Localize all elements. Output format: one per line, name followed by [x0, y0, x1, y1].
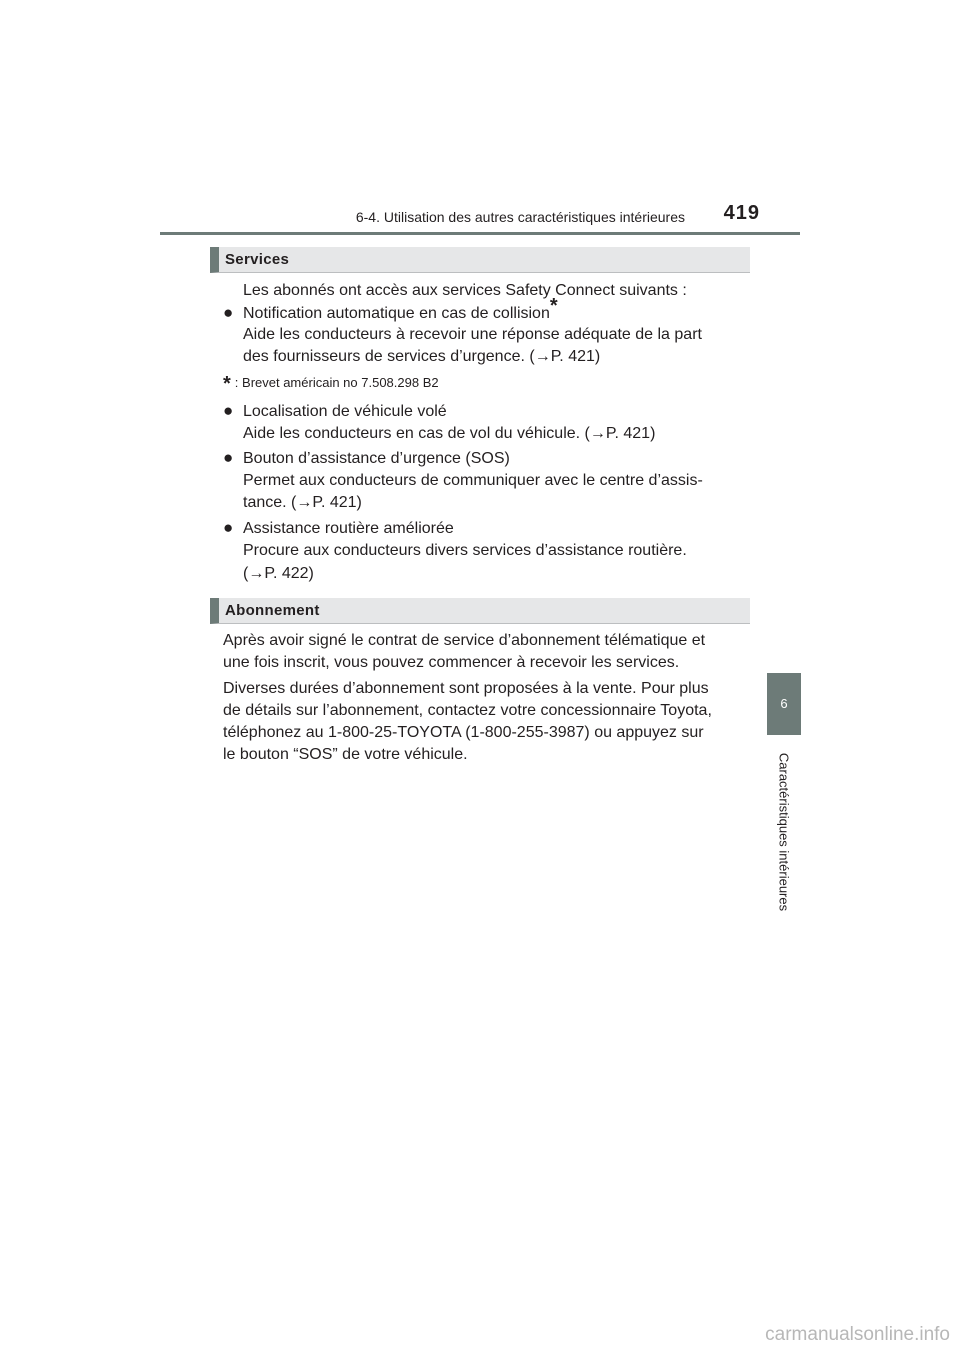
- footnote-marker: *: [549, 295, 558, 317]
- list-item-desc: Aide les conducteurs à recevoir une réponse adéquate de la part: [243, 326, 702, 343]
- list-item: [223, 447, 510, 470]
- section-heading-abonnement: Abonnement: [210, 598, 750, 624]
- list-item: [223, 400, 447, 423]
- page-header: [160, 200, 800, 236]
- bullet-icon: ●: [223, 303, 234, 322]
- list-item-desc: des fournisseurs de services d’urgence. (→P. 421): [243, 348, 601, 365]
- list-item-desc: Procure aux conducteurs divers services d’assistance routière.: [243, 542, 687, 559]
- abonnement-paragraph-line: une fois inscrit, vous pouvez commencer à recevoir les services.: [223, 654, 680, 671]
- footnote-marker: *: [223, 373, 231, 395]
- section-heading-services: Services: [210, 247, 750, 273]
- list-item-desc: tance. (→P. 421): [243, 494, 362, 511]
- abonnement-paragraph-line: Après avoir signé le contrat de service d’abonnement télématique et: [223, 632, 706, 649]
- abonnement-paragraph-line: téléphonez au 1-800-25-TOYOTA (1-800-255-3987) ou appuyez sur: [223, 724, 704, 741]
- abonnement-paragraph-line: Diverses durées d’abonnement sont proposées à la vente. Pour plus: [223, 680, 709, 697]
- chapter-side-label: Caractéristiques intérieures: [776, 752, 792, 912]
- list-item-title: Bouton d’assistance d’urgence (SOS): [243, 450, 510, 467]
- list-item-title: Assistance routière améliorée: [243, 520, 454, 537]
- list-item-desc: Aide les conducteurs en cas de vol du véhicule. (→P. 421): [243, 425, 656, 442]
- bullet-icon: ●: [223, 518, 234, 537]
- footnote-text: : Brevet américain no 7.508.298 B2: [234, 375, 439, 390]
- footnote: [223, 373, 439, 396]
- list-item-title: Notification automatique en cas de collision: [243, 305, 550, 322]
- list-item-title: Localisation de véhicule volé: [243, 403, 447, 420]
- header-section-title: 6-4. Utilisation des autres caractéristiques intérieures: [355, 209, 685, 225]
- abonnement-paragraph-line: le bouton “SOS” de votre véhicule.: [223, 746, 468, 763]
- abonnement-paragraph-line: de détails sur l’abonnement, contactez votre concessionnaire Toyota,: [223, 702, 712, 719]
- chapter-tab: 6: [767, 673, 801, 735]
- services-intro: Les abonnés ont accès aux services Safety Connect suivants :: [243, 282, 687, 299]
- bullet-icon: ●: [223, 448, 234, 467]
- list-item: [223, 517, 454, 540]
- header-rule: [160, 232, 800, 235]
- page-number: 419: [723, 202, 760, 224]
- list-item: [223, 295, 558, 325]
- list-item-desc: (→P. 422): [243, 565, 314, 582]
- bullet-icon: ●: [223, 401, 234, 420]
- watermark: carmanualsonline.info: [765, 1324, 950, 1345]
- list-item-desc: Permet aux conducteurs de communiquer avec le centre d’assis-: [243, 472, 703, 489]
